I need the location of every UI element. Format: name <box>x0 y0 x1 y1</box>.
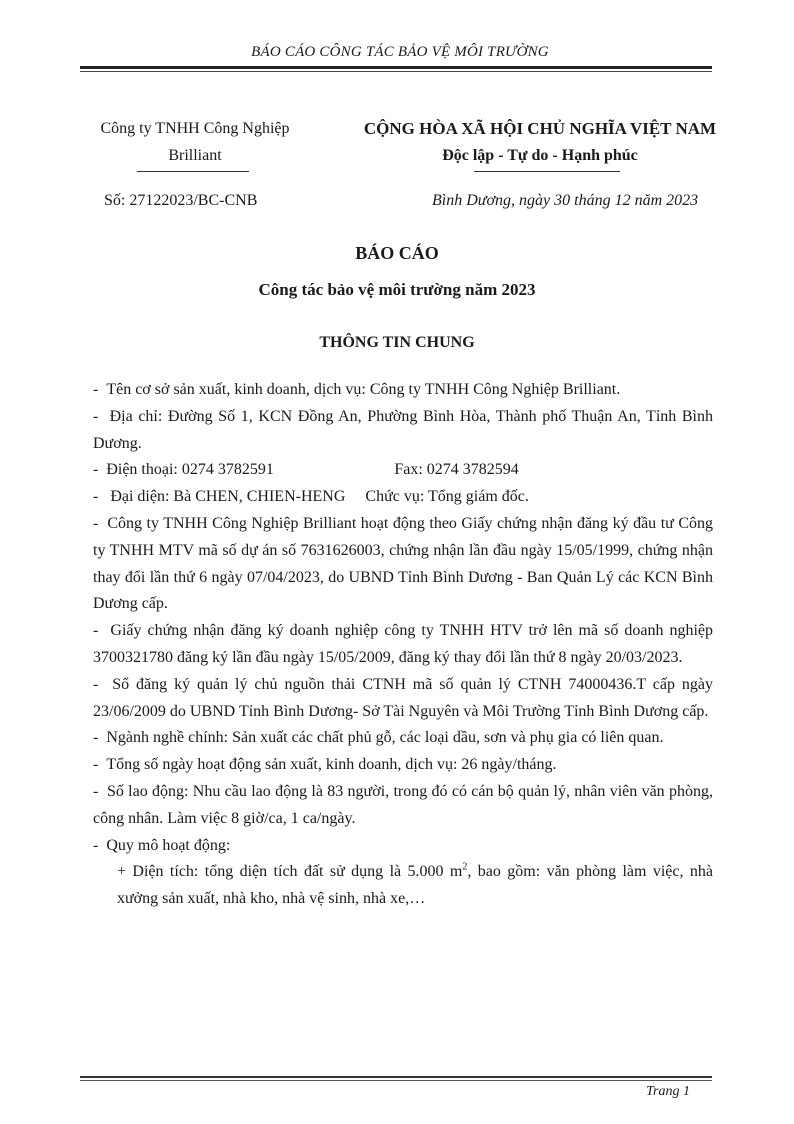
item-facility-name: - Tên cơ sở sản xuất, kinh doanh, dịch vụ: Công ty TNHH Công Nghiệp Brilliant. <box>93 377 713 404</box>
national-heading <box>340 115 740 169</box>
item-investment-certificate: - Công ty TNHH Công Nghiệp Brilliant hoạt động theo Giấy chứng nhận đăng ký đầu tư Công ty TNHH MTV mã số dự án số 7631626003, chứng nhận lần đầu ngày 15/05/1999, chứng nhận thay đổi lần thứ 6 ngày 07/04/2023, do UBND Tỉnh Bình Dương - Ban Quản Lý các KCN Bình Dương cấp. <box>93 511 713 618</box>
item-contact <box>93 457 713 484</box>
document-title: BÁO CÁO <box>355 243 439 263</box>
item-area <box>93 859 713 913</box>
representative-position: Chức vụ: Tổng giám đốc. <box>365 488 529 506</box>
area-superscript: 2 <box>462 862 468 874</box>
company-block <box>70 115 320 169</box>
item-hazardous-waste-registration: - Sổ đăng ký quản lý chủ nguồn thải CTNH mã số quản lý CTNH 74000436.T cấp ngày 23/06/2009 do UBND Tỉnh Bình Dương- Sở Tài Nguyên và Môi Trường Tỉnh Bình Dương cấp. <box>93 672 713 726</box>
place-date: Bình Dương, ngày 30 tháng 12 năm 2023 <box>432 192 699 209</box>
section-heading: THÔNG TIN CHUNG <box>319 334 475 351</box>
footer-rule-thick <box>80 1076 712 1078</box>
motto-underline <box>474 171 620 172</box>
area-suffix: , bao gồm: văn phòng làm việc, nhà xưởng sản xuất, nhà kho, nhà vệ sinh, nhà xe,… <box>117 863 713 908</box>
footer-rule-thin <box>80 1080 712 1081</box>
company-name-line2: Brilliant <box>168 147 222 164</box>
nation-name: CỘNG HÒA XÃ HỘI CHỦ NGHĨA VIỆT NAM <box>363 119 717 138</box>
company-underline <box>137 171 249 172</box>
item-labor: - Số lao động: Nhu cầu lao động là 83 người, trong đó có cán bộ quản lý, nhân viên văn phòng, công nhân. Làm việc 8 giờ/ca, 1 ca/ngày. <box>93 779 713 833</box>
page-number: Trang 1 <box>646 1084 690 1099</box>
nation-motto: Độc lập - Tự do - Hạnh phúc <box>442 147 638 164</box>
header-rule-thick <box>80 66 712 69</box>
item-scale-heading: - Quy mô hoạt động: <box>93 833 713 860</box>
phone-number: - Điện thoại: 0274 3782591 <box>106 461 274 479</box>
representative-name: Đại diện: Bà CHEN, CHIEN-HENG <box>110 488 346 506</box>
running-header: BÁO CÁO CÔNG TÁC BẢO VỆ MÔI TRƯỜNG <box>251 44 549 60</box>
fax-number: Fax: 0274 3782594 <box>394 461 519 479</box>
document-number: Số: 27122023/BC-CNB <box>104 192 258 209</box>
document-subtitle: Công tác bảo vệ môi trường năm 2023 <box>258 280 536 299</box>
item-business-certificate: - Giấy chứng nhận đăng ký doanh nghiệp công ty TNHH HTV trở lên mã số doanh nghiệp 3700321780 đăng ký lần đầu ngày 15/05/2009, đăng ký thay đổi lần thứ 8 ngày 20/03/2023. <box>93 618 713 672</box>
header-rule-thin <box>80 71 712 72</box>
item-representative <box>93 484 713 511</box>
item-address: - Địa chỉ: Đường Số 1, KCN Đồng An, Phường Bình Hòa, Thành phố Thuận An, Tỉnh Bình Dương. <box>93 404 713 458</box>
general-info-body <box>93 377 713 913</box>
item-operating-days: - Tổng số ngày hoạt động sản xuất, kinh doanh, dịch vụ: 26 ngày/tháng. <box>93 752 713 779</box>
area-prefix: + Diện tích: tổng diện tích đất sử dụng là 5.000 m <box>117 863 463 881</box>
company-name-line1: Công ty TNHH Công Nghiệp <box>100 120 290 137</box>
item-main-business: - Ngành nghề chính: Sản xuất các chất phủ gỗ, các loại dầu, sơn và phụ gia có liên quan. <box>93 725 713 752</box>
